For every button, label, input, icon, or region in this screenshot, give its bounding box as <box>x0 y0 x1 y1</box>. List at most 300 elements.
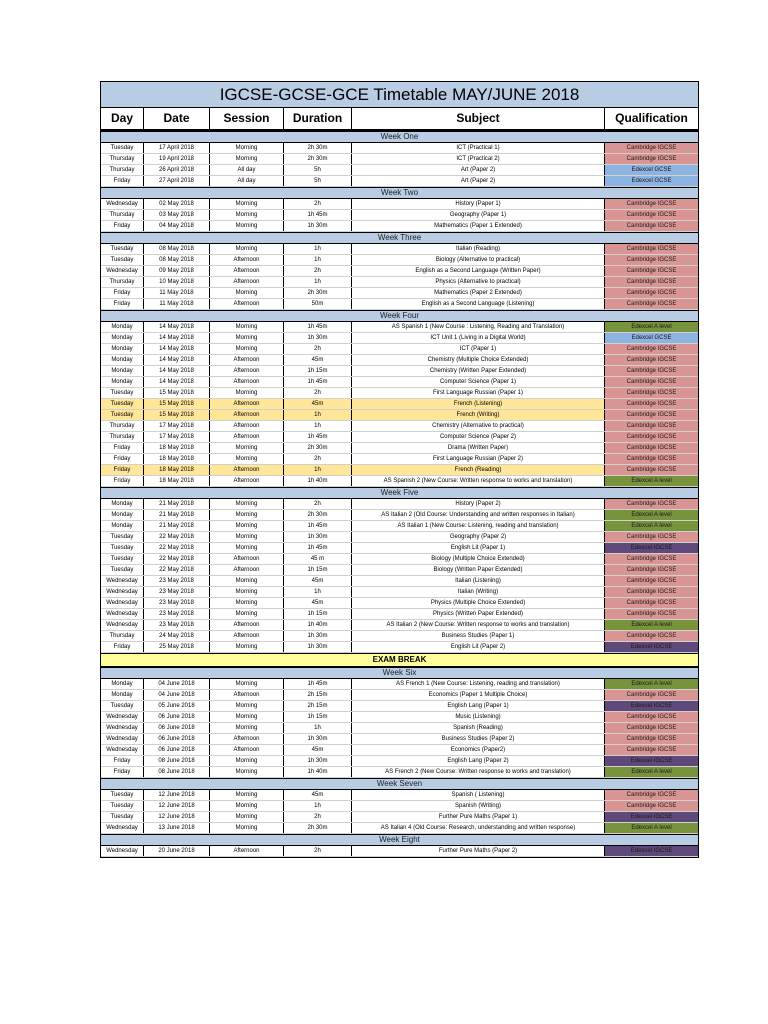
qualification-cell: Cambridge IGCSE <box>605 210 698 220</box>
qualification-cell: Cambridge IGCSE <box>605 532 698 542</box>
table-row <box>101 366 698 377</box>
column-header-subject: Subject <box>352 108 605 129</box>
qualification-cell: Edexcel IGCSE <box>605 812 698 822</box>
session-cell: Afternoon <box>210 399 284 409</box>
duration-cell: 1h 30m <box>284 734 352 744</box>
subject-cell: Geography (Paper 2) <box>352 532 605 542</box>
qualification-cell: Cambridge IGCSE <box>605 366 698 376</box>
duration-cell: 2h <box>284 199 352 209</box>
day-cell: Tuesday <box>101 701 144 711</box>
subject-cell: History (Paper 1) <box>352 199 605 209</box>
subject-cell: Chemistry (Alternative to practical) <box>352 421 605 431</box>
subject-cell: English Lang (Paper 1) <box>352 701 605 711</box>
table-row <box>101 631 698 642</box>
duration-cell: 45m <box>284 598 352 608</box>
duration-cell: 45m <box>284 745 352 755</box>
subject-cell: AS French 1 (New Course: Listening, reading and translation) <box>352 679 605 689</box>
session-cell: Morning <box>210 210 284 220</box>
day-cell: Thursday <box>101 154 144 164</box>
table-row <box>101 510 698 521</box>
subject-cell: Spanish (Reading) <box>352 723 605 733</box>
day-cell: Wednesday <box>101 620 144 630</box>
session-cell: Morning <box>210 576 284 586</box>
subject-cell: Biology (Written Paper Extended) <box>352 565 605 575</box>
qualification-cell: Cambridge IGCSE <box>605 723 698 733</box>
subject-cell: ICT (Paper 1) <box>352 344 605 354</box>
table-row <box>101 532 698 543</box>
date-cell: 14 May 2018 <box>144 333 210 343</box>
table-row <box>101 812 698 823</box>
subject-cell: Biology (Alternative to practical) <box>352 255 605 265</box>
session-cell: Afternoon <box>210 690 284 700</box>
session-cell: Morning <box>210 723 284 733</box>
table-row <box>101 344 698 355</box>
table-row <box>101 521 698 532</box>
date-cell: 18 May 2018 <box>144 465 210 475</box>
table-row <box>101 266 698 277</box>
qualification-cell: Cambridge IGCSE <box>605 734 698 744</box>
duration-cell: 2h 30m <box>284 510 352 520</box>
date-cell: 14 May 2018 <box>144 366 210 376</box>
subject-cell: Physics (Written Paper Extended) <box>352 609 605 619</box>
column-header-row <box>101 108 698 131</box>
qualification-cell: Cambridge IGCSE <box>605 277 698 287</box>
date-cell: 17 April 2018 <box>144 143 210 153</box>
subject-cell: English as a Second Language (Written Paper) <box>352 266 605 276</box>
day-cell: Wednesday <box>101 609 144 619</box>
session-cell: Morning <box>210 756 284 766</box>
qualification-cell: Cambridge IGCSE <box>605 266 698 276</box>
table-row <box>101 255 698 266</box>
duration-cell: 1h <box>284 410 352 420</box>
session-cell: Morning <box>210 154 284 164</box>
subject-cell: AS French 2 (New Course: Written response to works and translation) <box>352 767 605 777</box>
session-cell: Morning <box>210 499 284 509</box>
date-cell: 21 May 2018 <box>144 521 210 531</box>
qualification-cell: Edexcel IGCSE <box>605 756 698 766</box>
subject-cell: Drama (Written Paper) <box>352 443 605 453</box>
table-row <box>101 679 698 690</box>
duration-cell: 5h <box>284 165 352 175</box>
session-cell: Afternoon <box>210 255 284 265</box>
table-row <box>101 846 698 857</box>
duration-cell: 2h <box>284 846 352 856</box>
duration-cell: 2h 15m <box>284 701 352 711</box>
duration-cell: 1h <box>284 421 352 431</box>
date-cell: 06 June 2018 <box>144 723 210 733</box>
subject-cell: Art (Paper 2) <box>352 165 605 175</box>
timetable-body <box>101 131 698 857</box>
date-cell: 08 June 2018 <box>144 756 210 766</box>
day-cell: Wednesday <box>101 587 144 597</box>
day-cell: Monday <box>101 366 144 376</box>
day-cell: Tuesday <box>101 143 144 153</box>
table-row <box>101 143 698 154</box>
day-cell: Tuesday <box>101 255 144 265</box>
subject-cell: Business Studies (Paper 2) <box>352 734 605 744</box>
subject-cell: Economics (Paper 1 Multiple Choice) <box>352 690 605 700</box>
day-cell: Tuesday <box>101 565 144 575</box>
day-cell: Monday <box>101 690 144 700</box>
session-cell: Morning <box>210 587 284 597</box>
date-cell: 18 May 2018 <box>144 443 210 453</box>
qualification-cell: Edexcel A level <box>605 521 698 531</box>
session-cell: Afternoon <box>210 476 284 486</box>
subject-cell: French (Listening) <box>352 399 605 409</box>
day-cell: Tuesday <box>101 410 144 420</box>
duration-cell: 2h 30m <box>284 154 352 164</box>
subject-cell: Physics (Multiple Choice Extended) <box>352 598 605 608</box>
duration-cell: 50m <box>284 299 352 309</box>
day-cell: Monday <box>101 679 144 689</box>
subject-cell: Computer Science (Paper 2) <box>352 432 605 442</box>
qualification-cell: Cambridge IGCSE <box>605 609 698 619</box>
table-row <box>101 642 698 653</box>
date-cell: 15 May 2018 <box>144 388 210 398</box>
day-cell: Monday <box>101 344 144 354</box>
table-row <box>101 299 698 310</box>
session-cell: Morning <box>210 521 284 531</box>
duration-cell: 45 m <box>284 554 352 564</box>
duration-cell: 1h 15m <box>284 565 352 575</box>
column-header-day: Day <box>101 108 144 129</box>
subject-cell: AS Italian 2 (Old Course: Understanding and written responses in Italian) <box>352 510 605 520</box>
duration-cell: 1h 30m <box>284 642 352 652</box>
day-cell: Friday <box>101 299 144 309</box>
qualification-cell: Cambridge IGCSE <box>605 801 698 811</box>
session-cell: Afternoon <box>210 846 284 856</box>
duration-cell: 2h 15m <box>284 690 352 700</box>
duration-cell: 5h <box>284 176 352 186</box>
subject-cell: Chemistry (Written Paper Extended) <box>352 366 605 376</box>
table-row <box>101 432 698 443</box>
subject-cell: English Lang (Paper 2) <box>352 756 605 766</box>
table-row <box>101 165 698 176</box>
session-cell: Morning <box>210 543 284 553</box>
day-cell: Wednesday <box>101 598 144 608</box>
qualification-cell: Edexcel IGCSE <box>605 642 698 652</box>
date-cell: 04 June 2018 <box>144 690 210 700</box>
duration-cell: 1h 40m <box>284 620 352 630</box>
subject-cell: English Lit (Paper 1) <box>352 543 605 553</box>
date-cell: 14 May 2018 <box>144 377 210 387</box>
duration-cell: 2h <box>284 812 352 822</box>
day-cell: Thursday <box>101 165 144 175</box>
date-cell: 15 May 2018 <box>144 410 210 420</box>
session-cell: Morning <box>210 790 284 800</box>
date-cell: 10 May 2018 <box>144 277 210 287</box>
day-cell: Thursday <box>101 210 144 220</box>
date-cell: 23 May 2018 <box>144 598 210 608</box>
session-cell: Morning <box>210 333 284 343</box>
day-cell: Tuesday <box>101 801 144 811</box>
table-row <box>101 244 698 255</box>
subject-cell: French (Writing) <box>352 410 605 420</box>
table-row <box>101 790 698 801</box>
duration-cell: 2h <box>284 344 352 354</box>
qualification-cell: Cambridge IGCSE <box>605 377 698 387</box>
duration-cell: 2h 30m <box>284 823 352 833</box>
column-header-session: Session <box>210 108 284 129</box>
session-cell: Morning <box>210 701 284 711</box>
qualification-cell: Cambridge IGCSE <box>605 244 698 254</box>
table-row <box>101 421 698 432</box>
subject-cell: Economics (Paper2) <box>352 745 605 755</box>
qualification-cell: Edexcel IGCSE <box>605 846 698 856</box>
column-header-date: Date <box>144 108 210 129</box>
date-cell: 08 June 2018 <box>144 767 210 777</box>
day-cell: Wednesday <box>101 846 144 856</box>
day-cell: Tuesday <box>101 388 144 398</box>
day-cell: Monday <box>101 322 144 332</box>
subject-cell: Physics (Alternative to practical) <box>352 277 605 287</box>
date-cell: 03 May 2018 <box>144 210 210 220</box>
session-cell: Morning <box>210 454 284 464</box>
date-cell: 06 June 2018 <box>144 745 210 755</box>
table-row <box>101 723 698 734</box>
subject-cell: Italian (Reading) <box>352 244 605 254</box>
day-cell: Wednesday <box>101 734 144 744</box>
qualification-cell: Cambridge IGCSE <box>605 745 698 755</box>
table-row <box>101 576 698 587</box>
week-header: Week One <box>101 131 698 143</box>
subject-cell: Mathematics (Paper 2 Extended) <box>352 288 605 298</box>
qualification-cell: Cambridge IGCSE <box>605 255 698 265</box>
day-cell: Friday <box>101 767 144 777</box>
qualification-cell: Edexcel GCSE <box>605 165 698 175</box>
day-cell: Monday <box>101 510 144 520</box>
subject-cell: AS Italian 2 (New Course: Written response to works and translation) <box>352 620 605 630</box>
qualification-cell: Edexcel A level <box>605 679 698 689</box>
table-row <box>101 543 698 554</box>
qualification-cell: Edexcel GCSE <box>605 333 698 343</box>
table-row <box>101 288 698 299</box>
subject-cell: English as a Second Language (Listening) <box>352 299 605 309</box>
qualification-cell: Edexcel A level <box>605 510 698 520</box>
date-cell: 23 May 2018 <box>144 609 210 619</box>
subject-cell: Art (Paper 2) <box>352 176 605 186</box>
duration-cell: 1h 30m <box>284 532 352 542</box>
date-cell: 23 May 2018 <box>144 620 210 630</box>
day-cell: Tuesday <box>101 790 144 800</box>
duration-cell: 2h <box>284 454 352 464</box>
session-cell: Morning <box>210 767 284 777</box>
session-cell: Morning <box>210 143 284 153</box>
session-cell: Morning <box>210 221 284 231</box>
qualification-cell: Cambridge IGCSE <box>605 790 698 800</box>
day-cell: Friday <box>101 221 144 231</box>
session-cell: Morning <box>210 801 284 811</box>
subject-cell: Italian (Writing) <box>352 587 605 597</box>
table-row <box>101 277 698 288</box>
table-row <box>101 734 698 745</box>
date-cell: 23 May 2018 <box>144 576 210 586</box>
day-cell: Monday <box>101 333 144 343</box>
date-cell: 17 May 2018 <box>144 432 210 442</box>
table-row <box>101 554 698 565</box>
qualification-cell: Cambridge IGCSE <box>605 598 698 608</box>
table-row <box>101 399 698 410</box>
table-row <box>101 377 698 388</box>
subject-cell: AS Spanish 2 (New Course: Written response to works and translation) <box>352 476 605 486</box>
date-cell: 11 May 2018 <box>144 299 210 309</box>
day-cell: Wednesday <box>101 712 144 722</box>
qualification-cell: Cambridge IGCSE <box>605 690 698 700</box>
duration-cell: 1h 45m <box>284 432 352 442</box>
session-cell: Morning <box>210 812 284 822</box>
qualification-cell: Cambridge IGCSE <box>605 421 698 431</box>
day-cell: Thursday <box>101 277 144 287</box>
day-cell: Tuesday <box>101 532 144 542</box>
subject-cell: History (Paper 2) <box>352 499 605 509</box>
session-cell: Afternoon <box>210 421 284 431</box>
date-cell: 11 May 2018 <box>144 288 210 298</box>
qualification-cell: Edexcel A level <box>605 767 698 777</box>
date-cell: 15 May 2018 <box>144 399 210 409</box>
session-cell: Afternoon <box>210 299 284 309</box>
subject-cell: English Lit (Paper 2) <box>352 642 605 652</box>
session-cell: Afternoon <box>210 745 284 755</box>
date-cell: 21 May 2018 <box>144 510 210 520</box>
subject-cell: AS Spanish 1 (New Course : Listening, Reading and Translation) <box>352 322 605 332</box>
table-row <box>101 565 698 576</box>
date-cell: 22 May 2018 <box>144 543 210 553</box>
session-cell: Afternoon <box>210 631 284 641</box>
table-row <box>101 454 698 465</box>
table-row <box>101 476 698 487</box>
session-cell: Afternoon <box>210 465 284 475</box>
day-cell: Wednesday <box>101 745 144 755</box>
duration-cell: 45m <box>284 355 352 365</box>
date-cell: 19 April 2018 <box>144 154 210 164</box>
session-cell: Morning <box>210 388 284 398</box>
date-cell: 04 May 2018 <box>144 221 210 231</box>
duration-cell: 1h <box>284 277 352 287</box>
date-cell: 12 June 2018 <box>144 801 210 811</box>
table-row <box>101 176 698 187</box>
table-row <box>101 333 698 344</box>
date-cell: 22 May 2018 <box>144 565 210 575</box>
day-cell: Monday <box>101 521 144 531</box>
qualification-cell: Cambridge IGCSE <box>605 355 698 365</box>
table-row <box>101 620 698 631</box>
date-cell: 14 May 2018 <box>144 355 210 365</box>
week-header: Week Three <box>101 232 698 244</box>
duration-cell: 1h 45m <box>284 322 352 332</box>
qualification-cell: Cambridge IGCSE <box>605 221 698 231</box>
session-cell: Morning <box>210 244 284 254</box>
week-header: Week Four <box>101 310 698 322</box>
qualification-cell: Cambridge IGCSE <box>605 410 698 420</box>
qualification-cell: Cambridge IGCSE <box>605 631 698 641</box>
subject-cell: First Language Russian (Paper 2) <box>352 454 605 464</box>
day-cell: Wednesday <box>101 723 144 733</box>
table-row <box>101 701 698 712</box>
duration-cell: 1h <box>284 801 352 811</box>
subject-cell: AS Italian 1 (New Course: Listening, reading and translation) <box>352 521 605 531</box>
qualification-cell: Cambridge IGCSE <box>605 554 698 564</box>
day-cell: Thursday <box>101 421 144 431</box>
table-row <box>101 210 698 221</box>
day-cell: Friday <box>101 288 144 298</box>
qualification-cell: Cambridge IGCSE <box>605 465 698 475</box>
qualification-cell: Cambridge IGCSE <box>605 565 698 575</box>
duration-cell: 1h 45m <box>284 543 352 553</box>
session-cell: Afternoon <box>210 377 284 387</box>
day-cell: Friday <box>101 454 144 464</box>
table-row <box>101 756 698 767</box>
date-cell: 08 May 2018 <box>144 244 210 254</box>
subject-cell: Geography (Paper 1) <box>352 210 605 220</box>
qualification-cell: Cambridge IGCSE <box>605 299 698 309</box>
column-header-qualification: Qualification <box>615 111 688 125</box>
qualification-cell: Cambridge IGCSE <box>605 199 698 209</box>
qualification-cell: Edexcel IGCSE <box>605 701 698 711</box>
qualification-cell: Cambridge IGCSE <box>605 432 698 442</box>
session-cell: Morning <box>210 642 284 652</box>
qualification-cell: Cambridge IGCSE <box>605 576 698 586</box>
table-row <box>101 609 698 620</box>
table-row <box>101 221 698 232</box>
subject-cell: AS Italian 4 (Old Course: Research, understanding and written response) <box>352 823 605 833</box>
date-cell: 25 May 2018 <box>144 642 210 652</box>
day-cell: Wednesday <box>101 576 144 586</box>
duration-cell: 1h 45m <box>284 521 352 531</box>
table-row <box>101 712 698 723</box>
session-cell: Morning <box>210 344 284 354</box>
table-row <box>101 388 698 399</box>
session-cell: Morning <box>210 532 284 542</box>
qualification-cell: Cambridge IGCSE <box>605 712 698 722</box>
week-header: Week Eight <box>101 834 698 846</box>
subject-cell: Music (Listening) <box>352 712 605 722</box>
table-row <box>101 355 698 366</box>
duration-cell: 2h 30m <box>284 143 352 153</box>
session-cell: Morning <box>210 598 284 608</box>
qualification-cell: Edexcel A level <box>605 620 698 630</box>
duration-cell: 1h <box>284 244 352 254</box>
duration-cell: 1h 15m <box>284 609 352 619</box>
duration-cell: 1h <box>284 465 352 475</box>
table-row <box>101 199 698 210</box>
session-cell: Morning <box>210 823 284 833</box>
table-row <box>101 801 698 812</box>
day-cell: Tuesday <box>101 244 144 254</box>
duration-cell: 2h 30m <box>284 288 352 298</box>
date-cell: 02 May 2018 <box>144 199 210 209</box>
subject-cell: Further Pure Maths (Paper 2) <box>352 846 605 856</box>
qualification-cell: Cambridge IGCSE <box>605 344 698 354</box>
session-cell: Afternoon <box>210 554 284 564</box>
subject-cell: Mathematics (Paper 1 Extended) <box>352 221 605 231</box>
session-cell: Morning <box>210 443 284 453</box>
duration-cell: 1h <box>284 723 352 733</box>
duration-cell: 45m <box>284 399 352 409</box>
qualification-cell: Edexcel GCSE <box>605 176 698 186</box>
week-header: Week Two <box>101 187 698 199</box>
date-cell: 26 April 2018 <box>144 165 210 175</box>
qualification-cell: Edexcel IGCSE <box>605 543 698 553</box>
day-cell: Friday <box>101 642 144 652</box>
subject-cell: Biology (Multiple Choice Extended) <box>352 554 605 564</box>
session-cell: Afternoon <box>210 277 284 287</box>
session-cell: Afternoon <box>210 266 284 276</box>
date-cell: 13 June 2018 <box>144 823 210 833</box>
subject-cell: Spanish (Writing) <box>352 801 605 811</box>
day-cell: Friday <box>101 176 144 186</box>
table-row <box>101 587 698 598</box>
day-cell: Friday <box>101 476 144 486</box>
